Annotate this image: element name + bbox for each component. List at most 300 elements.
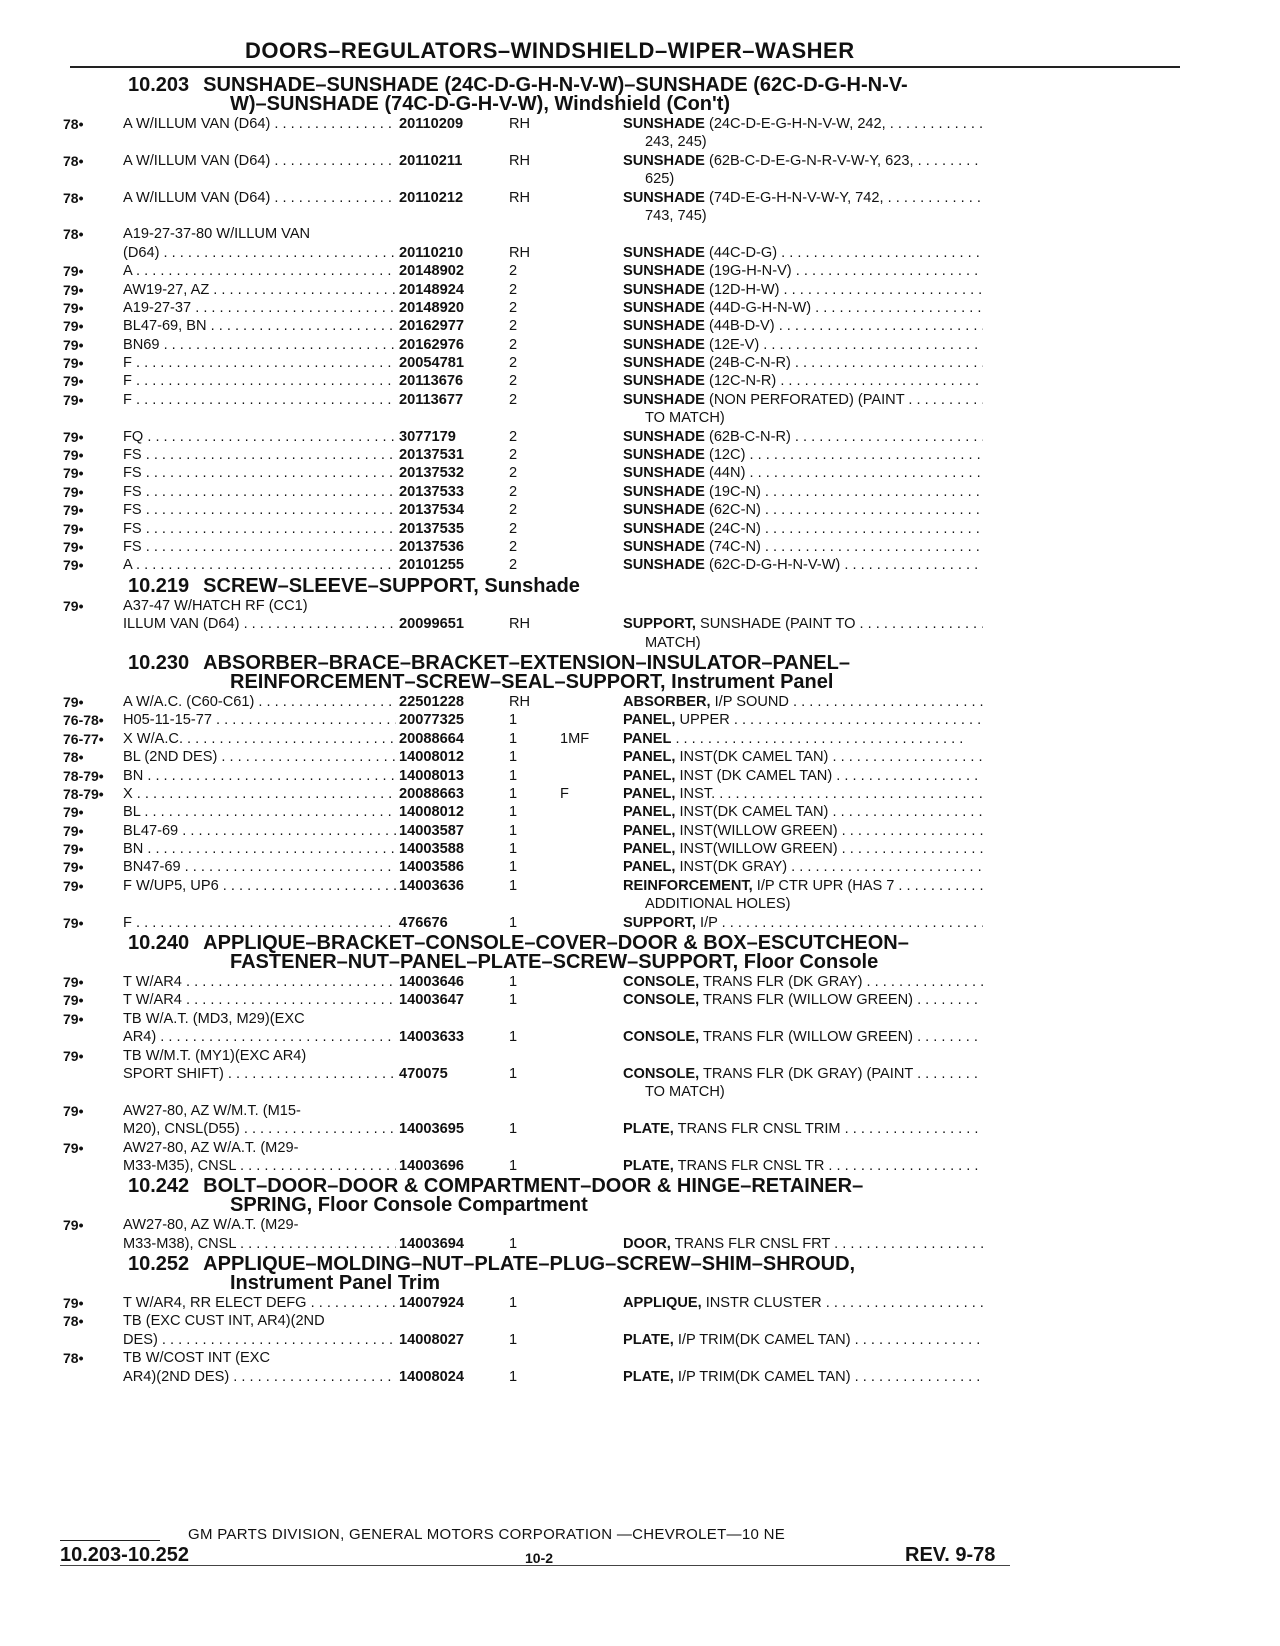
quantity: RH <box>509 116 531 132</box>
part-description <box>623 785 983 803</box>
part-row <box>63 803 1203 821</box>
part-row <box>63 372 1203 390</box>
part-description <box>623 317 983 335</box>
section-title-continued: REINFORCEMENT–SCREW–SEAL–SUPPORT, Instrument Panel <box>230 670 834 693</box>
figure-ref: 78• <box>63 1350 84 1367</box>
figure-ref: 79• <box>63 281 84 298</box>
quantity: RH <box>509 616 531 633</box>
model-applicability: F W/UP5, UP6 . . . <box>123 877 433 895</box>
part-description <box>623 189 983 207</box>
model-applicability: M20), CNSL(D55) . . . <box>123 1120 433 1138</box>
model-applicability: M33-M38), CNSL . . . <box>123 1235 433 1253</box>
model-applicability: BN47-69 . . . <box>123 858 433 876</box>
section <box>63 651 1203 932</box>
part-detail: TRANS FLR (WILLOW GREEN) <box>699 992 914 1009</box>
part-row <box>63 299 1203 317</box>
part-row <box>63 1349 1203 1367</box>
part-name: CONSOLE, <box>623 992 700 1009</box>
part-row <box>63 317 1203 335</box>
quantity: 1 <box>509 785 518 802</box>
quantity: 2 <box>509 299 518 316</box>
footer-page-number: 10-2 <box>525 1550 554 1566</box>
part-name: SUNSHADE <box>623 152 705 169</box>
part-row <box>63 1235 1203 1253</box>
part-detail: (19G-H-N-V) <box>704 263 792 280</box>
part-description <box>623 1235 983 1253</box>
part-description <box>645 207 1005 225</box>
quantity: 2 <box>509 465 518 482</box>
part-name: PLATE, <box>623 1157 674 1174</box>
part-name: SUNSHADE <box>623 391 705 408</box>
quantity: 1 <box>509 1368 518 1385</box>
figure-ref: 79• <box>63 373 84 390</box>
part-number: 20137531 <box>396 446 509 464</box>
quantity: RH <box>509 693 531 710</box>
part-row <box>63 336 1203 354</box>
part-detail: (24C-D-E-G-H-N-V-W, 242, <box>704 116 886 132</box>
model-applicability: T W/AR4, RR ELECT DEFG . . . <box>123 1294 433 1312</box>
figure-ref: 78• <box>63 152 84 169</box>
part-detail: (NON PERFORATED) (PAINT <box>704 391 905 408</box>
part-row <box>63 1028 1203 1046</box>
part-row <box>63 840 1203 858</box>
figure-ref: 79• <box>63 914 84 931</box>
part-detail: (62C-D-G-H-N-V-W) <box>704 557 841 574</box>
part-row <box>63 501 1203 519</box>
part-detail: 243, 245) <box>645 134 707 151</box>
quantity: 1 <box>509 1121 518 1138</box>
part-name: PLATE, <box>623 1331 674 1348</box>
quantity: 1 <box>509 1235 518 1252</box>
part-row <box>63 1065 1203 1083</box>
part-description <box>623 1065 983 1083</box>
quantity: 2 <box>509 318 518 335</box>
part-row <box>63 1312 1203 1330</box>
model-applicability: DES) . . . <box>123 1331 433 1349</box>
part-number: 20101255 <box>396 556 509 574</box>
note: 1MF <box>560 730 590 747</box>
quantity: 2 <box>509 557 518 574</box>
part-number: 20054781 <box>396 354 509 372</box>
part-number: 14003587 <box>396 822 509 840</box>
part-row <box>63 225 1203 243</box>
part-row <box>63 189 1203 207</box>
quantity: 2 <box>509 520 518 537</box>
part-name: PANEL, <box>623 804 676 821</box>
quantity: 1 <box>509 877 518 894</box>
part-description <box>623 767 983 785</box>
part-detail: (12C) <box>704 447 746 464</box>
part-name: SUNSHADE <box>623 263 705 280</box>
figure-ref: 78• <box>63 116 84 132</box>
parts-listing <box>63 74 1203 1386</box>
quantity: 1 <box>509 749 518 766</box>
part-number: 14008024 <box>396 1368 509 1386</box>
figure-ref: 79• <box>63 1139 84 1156</box>
part-description <box>623 446 983 464</box>
quantity: 2 <box>509 428 518 445</box>
quantity: 2 <box>509 483 518 500</box>
part-description <box>623 711 983 729</box>
figure-ref: 79• <box>63 520 84 537</box>
part-detail: (12E-V) <box>704 336 760 353</box>
part-description <box>623 748 983 766</box>
part-row <box>63 170 1203 188</box>
part-number: 14003636 <box>396 877 509 895</box>
part-name: SUNSHADE <box>623 336 705 353</box>
part-row <box>63 354 1203 372</box>
part-detail: INST (DK CAMEL TAN) <box>675 767 833 784</box>
part-detail: 625) <box>645 171 675 188</box>
part-detail: (24C-N) <box>704 520 761 537</box>
part-name: APPLIQUE, <box>623 1295 702 1312</box>
part-number: 14003646 <box>396 973 509 991</box>
section-number: 10.203 <box>128 74 190 96</box>
quantity: RH <box>509 189 531 206</box>
part-detail: INST(DK GRAY) <box>675 859 788 876</box>
section-number: 10.230 <box>128 651 190 674</box>
model-applicability: A W/A.C. (C60-C61) . . . <box>123 693 433 711</box>
part-description <box>623 115 983 133</box>
part-name: PANEL, <box>623 822 676 839</box>
part-description <box>623 244 983 262</box>
part-description <box>645 634 1005 652</box>
section-heading <box>63 574 1203 597</box>
part-name: PANEL, <box>623 841 676 858</box>
part-row <box>63 483 1203 501</box>
part-number: 20113677 <box>396 391 509 409</box>
part-name: SUNSHADE <box>623 465 705 482</box>
part-row <box>63 281 1203 299</box>
quantity: 1 <box>509 712 518 729</box>
figure-ref: 78• <box>63 1313 84 1330</box>
part-name: SUNSHADE <box>623 299 705 316</box>
part-row <box>63 556 1203 574</box>
quantity: 2 <box>509 355 518 372</box>
part-detail: I/P CTR UPR (HAS 7 <box>752 877 895 894</box>
figure-ref: 79• <box>63 859 84 876</box>
model-applicability: A19-27-37-80 W/ILLUM VAN <box>123 226 311 243</box>
part-description <box>645 895 1005 913</box>
part-detail: (19C-N) <box>704 483 761 500</box>
part-name: SUNSHADE <box>623 520 705 537</box>
part-description <box>623 483 983 501</box>
section <box>63 76 1203 575</box>
part-name: PLATE, <box>623 1121 674 1138</box>
part-detail: MATCH) <box>645 634 701 651</box>
section-title: APPLIQUE–BRACKET–CONSOLE–COVER–DOOR & BOX–ESCUTCHEON– <box>203 932 909 955</box>
figure-ref: 79• <box>63 1047 84 1064</box>
model-applicability: (D64) . . . <box>123 244 433 262</box>
part-detail: I/P SOUND <box>710 693 789 710</box>
part-number: 20110212 <box>396 189 509 207</box>
part-name: SUNSHADE <box>623 483 705 500</box>
part-row <box>63 693 1203 711</box>
part-name: SUNSHADE <box>623 538 705 555</box>
part-detail: (44D-G-H-N-W) <box>704 299 812 316</box>
model-applicability: ILLUM VAN (D64) . . . <box>123 615 433 633</box>
quantity: RH <box>509 152 531 169</box>
part-description <box>623 877 983 895</box>
part-row <box>63 1102 1203 1120</box>
section-number: 10.240 <box>128 932 190 955</box>
model-applicability: A W/ILLUM VAN (D64) . . . <box>123 189 433 207</box>
quantity: 1 <box>509 914 518 931</box>
quantity: 1 <box>509 1295 518 1312</box>
part-detail: TO MATCH) <box>645 1084 725 1101</box>
quantity: 1 <box>509 1029 518 1046</box>
part-number: 14003633 <box>396 1028 509 1046</box>
part-name: SUPPORT, <box>623 616 696 633</box>
section-title: SUNSHADE–SUNSHADE (24C-D-G-H-N-V-W)–SUNSHADE (62C-D-G-H-N-V- <box>203 74 908 96</box>
model-applicability: FS . . . <box>123 483 433 501</box>
figure-ref: 79• <box>63 804 84 821</box>
quantity: 1 <box>509 1331 518 1348</box>
quantity: 1 <box>509 804 518 821</box>
quantity: 2 <box>509 391 518 408</box>
model-applicability: TB W/M.T. (MY1)(EXC AR4) <box>123 1047 307 1064</box>
model-applicability: AR4)(2ND DES) . . . <box>123 1368 433 1386</box>
part-number: 20137535 <box>396 520 509 538</box>
part-number: 22501228 <box>396 693 509 711</box>
part-detail: (62B-C-N-R) <box>704 428 791 445</box>
part-name: SUNSHADE <box>623 373 705 390</box>
part-row <box>63 1294 1203 1312</box>
section-heading <box>63 1255 1203 1293</box>
part-detail: TRANS FLR (DK GRAY) <box>699 974 863 991</box>
part-description <box>623 991 983 1009</box>
model-applicability: X . . . <box>123 785 433 803</box>
part-number: 14008012 <box>396 803 509 821</box>
part-detail: (12D-H-W) <box>704 281 780 298</box>
part-description <box>623 730 983 748</box>
part-row <box>63 1083 1203 1101</box>
part-row <box>63 877 1203 895</box>
part-detail: I/P <box>695 914 718 931</box>
model-applicability: AW27-80, AZ W/A.T. (M29- <box>123 1217 299 1234</box>
figure-ref: 79• <box>63 502 84 519</box>
part-name: DOOR, <box>623 1235 671 1252</box>
section-number: 10.252 <box>128 1253 190 1276</box>
part-detail: TO MATCH) <box>645 410 725 427</box>
part-description <box>623 914 983 932</box>
model-applicability: BN . . . <box>123 840 433 858</box>
part-number: 20137534 <box>396 501 509 519</box>
model-applicability: F . . . <box>123 354 433 372</box>
part-row <box>63 1157 1203 1175</box>
section-heading <box>63 651 1203 693</box>
part-row <box>63 1010 1203 1028</box>
part-description <box>623 1294 983 1312</box>
section-title-continued: FASTENER–NUT–PANEL–PLATE–SCREW–SUPPORT, Floor Console <box>230 951 879 974</box>
model-applicability: FS . . . <box>123 446 433 464</box>
figure-ref: 78• <box>63 226 84 243</box>
quantity: 2 <box>509 447 518 464</box>
figure-ref: 78• <box>63 189 84 206</box>
part-detail: INST(DK CAMEL TAN) <box>675 749 829 766</box>
figure-ref: 79• <box>63 557 84 574</box>
model-applicability: TB W/COST INT (EXC <box>123 1350 271 1367</box>
section-title: SCREW–SLEEVE–SUPPORT, Sunshade <box>203 574 580 597</box>
part-number: 14003588 <box>396 840 509 858</box>
model-applicability: AW27-80, AZ W/A.T. (M29- <box>123 1139 299 1156</box>
part-name: SUNSHADE <box>623 502 705 519</box>
figure-ref: 78• <box>63 749 84 766</box>
part-name: ABSORBER, <box>623 693 711 710</box>
part-detail: (62C-N) <box>704 502 761 519</box>
page-header <box>70 38 1180 68</box>
part-name: PLATE, <box>623 1368 674 1385</box>
part-description <box>623 1120 983 1138</box>
figure-ref: 78-79• <box>63 785 104 802</box>
model-applicability: T W/AR4 . . . <box>123 973 433 991</box>
part-number: 20088664 <box>396 730 509 748</box>
footer-rule-bottom <box>60 1565 1010 1566</box>
section-title: BOLT–DOOR–DOOR & COMPARTMENT–DOOR & HINGE–RETAINER– <box>203 1175 864 1198</box>
part-row <box>63 152 1203 170</box>
section-heading <box>63 1177 1203 1215</box>
figure-ref: 79• <box>63 693 84 710</box>
part-detail: TRANS FLR (WILLOW GREEN) <box>699 1029 914 1046</box>
part-row <box>63 1139 1203 1157</box>
figure-ref: 79• <box>63 299 84 316</box>
part-description <box>623 840 983 858</box>
part-description <box>623 803 983 821</box>
part-number: 3077179 <box>396 428 509 446</box>
part-number: 14003696 <box>396 1157 509 1175</box>
part-row <box>63 785 1203 803</box>
quantity: 1 <box>509 1065 518 1082</box>
part-name: SUNSHADE <box>623 355 705 372</box>
figure-ref: 79• <box>63 465 84 482</box>
figure-ref: 79• <box>63 597 84 614</box>
section-title: APPLIQUE–MOLDING–NUT–PLATE–PLUG–SCREW–SHIM–SHROUD, <box>203 1253 856 1276</box>
model-applicability: X W/A.C. . . . <box>123 730 433 748</box>
part-number: 476676 <box>396 914 509 932</box>
part-name: SUNSHADE <box>623 244 705 261</box>
part-row <box>63 973 1203 991</box>
section-title-continued: W)–SUNSHADE (74C-D-G-H-V-W), Windshield (Con't) <box>230 93 731 115</box>
part-row <box>63 115 1203 133</box>
model-applicability: F . . . <box>123 914 433 932</box>
figure-ref: 79• <box>63 263 84 280</box>
part-name: PANEL, <box>623 859 676 876</box>
part-description <box>623 336 983 354</box>
part-row <box>63 634 1203 652</box>
part-row <box>63 244 1203 262</box>
quantity: 1 <box>509 859 518 876</box>
part-row <box>63 597 1203 615</box>
section-title-continued: SPRING, Floor Console Compartment <box>230 1194 588 1217</box>
part-row <box>63 262 1203 280</box>
part-number: 14008013 <box>396 767 509 785</box>
part-detail: UPPER <box>675 712 730 729</box>
part-description <box>623 822 983 840</box>
part-number: 14003647 <box>396 991 509 1009</box>
part-description <box>623 556 983 574</box>
model-applicability: F . . . <box>123 391 433 409</box>
part-detail: INST. <box>675 785 716 802</box>
model-applicability: BL (2ND DES) . . . <box>123 748 433 766</box>
part-number: 20077325 <box>396 711 509 729</box>
part-description <box>623 391 983 409</box>
quantity: 2 <box>509 263 518 280</box>
model-applicability: TB (EXC CUST INT, AR4)(2ND <box>123 1313 325 1330</box>
part-description <box>623 281 983 299</box>
page-title: DOORS–REGULATORS–WINDSHIELD–WIPER–WASHER <box>245 38 855 63</box>
part-row <box>63 207 1203 225</box>
quantity: 1 <box>509 730 518 747</box>
model-applicability: AW19-27, AZ . . . <box>123 281 433 299</box>
part-description <box>623 1028 983 1046</box>
model-applicability: AW27-80, AZ W/M.T. (M15- <box>123 1102 301 1119</box>
part-name: CONSOLE, <box>623 974 700 991</box>
figure-ref: 78-79• <box>63 767 104 784</box>
part-detail: (74D-E-G-H-N-V-W-Y, 742, <box>704 189 884 206</box>
part-row <box>63 858 1203 876</box>
part-name: SUPPORT, <box>623 914 696 931</box>
part-number: 20110211 <box>396 152 509 170</box>
part-description <box>645 1083 1005 1101</box>
section-number: 10.219 <box>128 574 190 597</box>
part-description <box>623 615 983 633</box>
model-applicability: A W/ILLUM VAN (D64) . . . <box>123 152 433 170</box>
part-description <box>623 354 983 372</box>
part-name: SUNSHADE <box>623 189 705 206</box>
part-number: 20088663 <box>396 785 509 803</box>
part-row <box>63 767 1203 785</box>
part-detail: TRANS FLR CNSL TRIM <box>673 1121 841 1138</box>
model-applicability: A . . . <box>123 556 433 574</box>
part-description <box>623 520 983 538</box>
note: F <box>560 785 569 802</box>
part-description <box>623 1157 983 1175</box>
part-number: 20137533 <box>396 483 509 501</box>
part-detail: (74C-N) <box>704 538 761 555</box>
figure-ref: 79• <box>63 318 84 335</box>
part-row <box>63 464 1203 482</box>
model-applicability: SPORT SHIFT) . . . <box>123 1065 433 1083</box>
part-number: 20110209 <box>396 115 509 133</box>
part-detail: INST(WILLOW GREEN) <box>675 822 838 839</box>
header-rule <box>70 66 1180 68</box>
part-number: 20113676 <box>396 372 509 390</box>
figure-ref: 79• <box>63 841 84 858</box>
part-row <box>63 133 1203 151</box>
part-number: 14008027 <box>396 1331 509 1349</box>
section <box>63 934 1203 1175</box>
figure-ref: 76-78• <box>63 712 104 729</box>
part-detail: (44N) <box>704 465 746 482</box>
model-applicability: A37-47 W/HATCH RF (CC1) <box>123 597 308 614</box>
model-applicability: A19-27-37 . . . <box>123 299 433 317</box>
section-title: ABSORBER–BRACE–BRACKET–EXTENSION–INSULATOR–PANEL– <box>203 651 850 674</box>
part-name: PANEL <box>623 730 672 747</box>
part-number: 20137532 <box>396 464 509 482</box>
section <box>63 1255 1203 1386</box>
part-name: SUNSHADE <box>623 428 705 445</box>
part-description <box>623 1368 983 1386</box>
part-name: REINFORCEMENT, <box>623 877 753 894</box>
part-description <box>645 409 1005 427</box>
part-number: 20148920 <box>396 299 509 317</box>
quantity: 2 <box>509 281 518 298</box>
part-detail: 743, 745) <box>645 207 707 224</box>
part-detail: TRANS FLR CNSL FRT <box>670 1235 831 1252</box>
part-description <box>623 693 983 711</box>
part-detail: (62B-C-D-E-G-N-R-V-W-Y, 623, <box>704 152 914 169</box>
section-title-continued: Instrument Panel Trim <box>230 1272 441 1295</box>
